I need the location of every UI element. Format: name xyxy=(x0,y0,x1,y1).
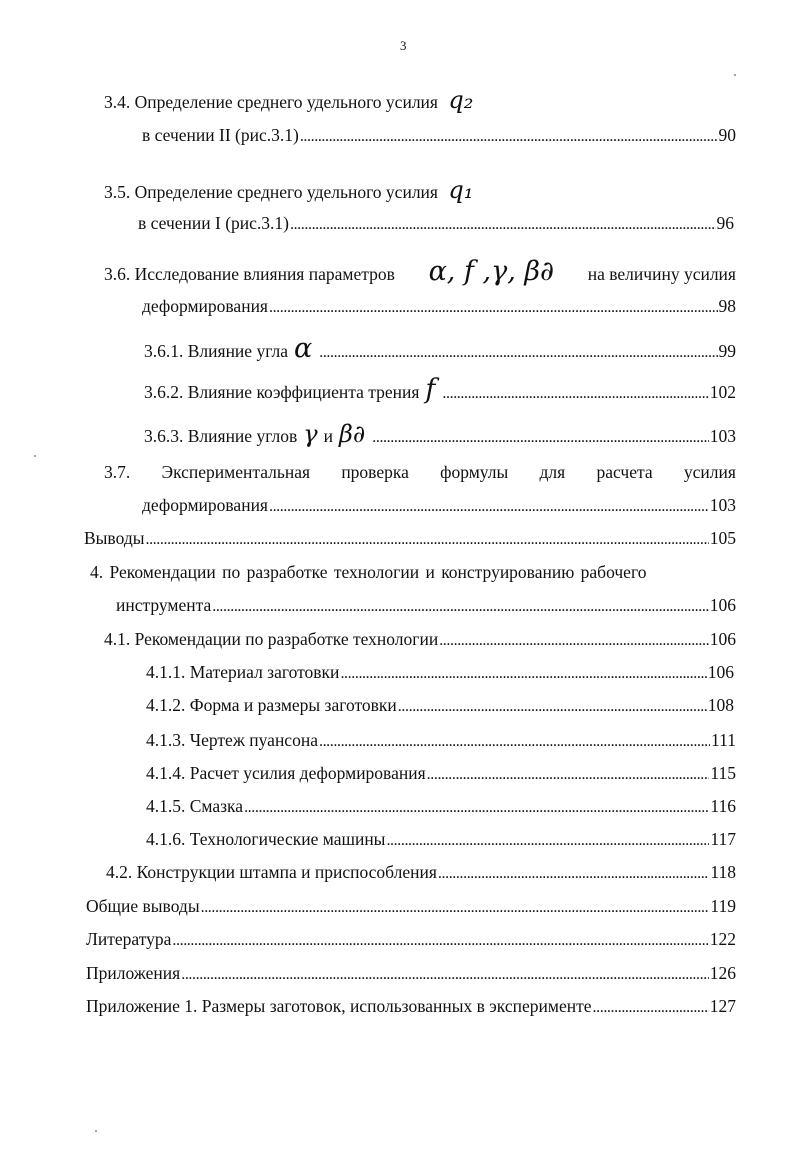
toc-page-number: 106 xyxy=(709,629,736,649)
toc-entry-label: в сечении II (рис.3.1) xyxy=(142,125,299,145)
toc-entry-4-1-6[interactable] xyxy=(146,829,736,850)
toc-word: для xyxy=(539,462,566,482)
toc-entry-label: 4.1.4. Расчет усилия деформирования xyxy=(146,763,426,783)
dot-leader xyxy=(181,963,709,984)
dot-leader xyxy=(427,763,710,784)
toc-entry-label: 4.1. Рекомендации по разработке технологии xyxy=(104,629,439,649)
formula-symbols-alpha-f-gamma-beta: α, f ,γ, β∂ xyxy=(428,256,555,287)
toc-page-number: 119 xyxy=(710,896,736,916)
toc-entry-label: деформирования xyxy=(142,296,268,316)
toc-entry-3-4-title xyxy=(104,86,479,114)
toc-word: расчета xyxy=(596,462,653,482)
toc-entry-label: 3.6.1. Влияние угла xyxy=(144,341,288,361)
scan-speck xyxy=(734,74,736,76)
toc-entry-label: на величину усилия xyxy=(587,264,736,284)
toc-entry-3-6-2[interactable] xyxy=(144,374,736,405)
toc-page-number: 106 xyxy=(707,662,734,682)
toc-entry-label: 3.6.3. Влияние углов xyxy=(144,426,298,446)
dot-leader xyxy=(438,862,709,883)
toc-entry-3-7-title xyxy=(104,462,736,483)
toc-entry-3-6[interactable] xyxy=(142,296,736,317)
toc-entry-4-1-5[interactable] xyxy=(146,796,736,817)
dot-leader xyxy=(442,382,708,403)
toc-word: усилия xyxy=(683,462,736,482)
toc-entry-conjunction: и xyxy=(323,426,333,446)
toc-word: 3.7. xyxy=(104,462,131,482)
toc-entry-label: Приложения xyxy=(86,963,181,983)
scan-speck xyxy=(95,1130,97,1132)
toc-page-number: 115 xyxy=(710,763,736,783)
toc-entry-label: Приложение 1. Размеры заготовок, использованных в эксперименте xyxy=(86,996,592,1016)
toc-entry-label: Литература xyxy=(86,929,172,949)
toc-entry-4-title: 4. Рекомендации по разработке технологии и конструированию рабочего xyxy=(90,562,647,582)
dot-leader xyxy=(244,796,709,817)
toc-page-number: 126 xyxy=(709,963,736,983)
toc-page-number: 117 xyxy=(710,829,736,849)
toc-page-number: 98 xyxy=(718,296,736,316)
toc-word: проверка xyxy=(341,462,409,482)
toc-entry-3-5[interactable] xyxy=(138,213,734,234)
toc-page-number: 103 xyxy=(709,495,736,515)
toc-entry-3-6-3[interactable] xyxy=(144,420,736,448)
toc-entry-4-1-4[interactable] xyxy=(146,763,736,784)
formula-symbol-gamma: γ xyxy=(303,420,318,448)
toc-entry-label: Выводы xyxy=(84,528,145,548)
toc-page-number: 103 xyxy=(709,426,736,446)
dot-leader xyxy=(593,996,709,1017)
toc-entry-4-1-1[interactable] xyxy=(146,662,734,683)
toc-page-number: 118 xyxy=(710,862,736,882)
toc-entry-3-5-title xyxy=(104,176,479,204)
dot-leader xyxy=(372,426,709,447)
toc-entry-label: 4.1.3. Чертеж пуансона xyxy=(146,730,318,750)
toc-entry-label: 4.2. Конструкции штампа и приспособления xyxy=(106,862,437,882)
dot-leader xyxy=(172,929,708,950)
dot-leader xyxy=(300,125,718,146)
toc-entry-prilozheniya[interactable] xyxy=(86,963,736,984)
toc-page-number: 127 xyxy=(709,996,736,1016)
toc-entry-3-4[interactable] xyxy=(142,125,736,146)
dot-leader xyxy=(145,528,708,549)
toc-entry-label: Общие выводы xyxy=(86,896,200,916)
toc-page-number: 108 xyxy=(707,695,734,715)
toc-entry-label: инструмента xyxy=(116,595,212,615)
dot-leader xyxy=(439,629,709,650)
dot-leader xyxy=(319,730,710,751)
toc-entry-3-6-1[interactable] xyxy=(144,333,736,364)
toc-entry-label: деформирования xyxy=(142,495,268,515)
toc-entry-literatura[interactable] xyxy=(86,929,736,950)
toc-entry-4-1-3[interactable] xyxy=(146,730,736,751)
toc-entry-label: 3.4. Определение среднего удельного усилия xyxy=(104,92,438,112)
toc-entry-label: 3.6. Исследование влияния параметров xyxy=(104,264,395,284)
toc-entry-label: 3.5. Определение среднего удельного усилия xyxy=(104,182,438,202)
toc-entry-prilozhenie-1[interactable] xyxy=(86,996,736,1017)
formula-symbol-f: f xyxy=(425,374,436,405)
toc-entry-3-6-title xyxy=(104,256,736,287)
toc-entry-4-1[interactable] xyxy=(104,629,736,650)
formula-symbol-q1: q₁ xyxy=(448,176,474,204)
toc-entry-vyvody[interactable] xyxy=(84,528,736,549)
toc-page-number: 111 xyxy=(711,730,736,750)
page-number: 3 xyxy=(400,38,407,53)
toc-page-number: 102 xyxy=(709,382,736,402)
toc-entry-label: 4.1.1. Материал заготовки xyxy=(146,662,340,682)
formula-symbol-alpha: α xyxy=(293,333,313,364)
dot-leader xyxy=(269,495,709,516)
toc-entry-obshchie-vyvody[interactable] xyxy=(86,896,736,917)
dot-leader xyxy=(319,341,717,362)
toc-entry-label: 4.1.6. Технологические машины xyxy=(146,829,386,849)
dot-leader xyxy=(269,296,718,317)
dot-leader xyxy=(386,829,709,850)
toc-entry-4-1-2[interactable] xyxy=(146,695,734,716)
dot-leader xyxy=(340,662,706,683)
dot-leader xyxy=(212,595,709,616)
toc-entry-label: 4.1.2. Форма и размеры заготовки xyxy=(146,695,397,715)
toc-entry-label: в сечении I (рис.3.1) xyxy=(138,213,289,233)
dot-leader xyxy=(398,695,707,716)
toc-page-number: 106 xyxy=(709,595,736,615)
toc-page-number: 105 xyxy=(709,528,736,548)
toc-page-number: 96 xyxy=(716,213,734,233)
toc-entry-label: 3.6.2. Влияние коэффициента трения xyxy=(144,382,420,402)
scan-speck xyxy=(34,455,36,457)
toc-word: формулы xyxy=(440,462,509,482)
toc-word: Экспериментальная xyxy=(161,462,311,482)
dot-leader xyxy=(201,896,710,917)
dot-leader xyxy=(290,213,716,234)
formula-symbol-beta: β∂ xyxy=(338,420,366,448)
toc-entry-4[interactable] xyxy=(116,595,736,616)
formula-symbol-q2: q₂ xyxy=(448,86,474,114)
toc-page-number: 90 xyxy=(718,125,736,145)
toc-entry-label: 4.1.5. Смазка xyxy=(146,796,244,816)
toc-page-number: 99 xyxy=(718,341,736,361)
toc-entry-4-2[interactable] xyxy=(106,862,736,883)
toc-page-number: 122 xyxy=(709,929,736,949)
toc-page-number: 116 xyxy=(710,796,736,816)
toc-entry-3-7[interactable] xyxy=(142,495,736,516)
